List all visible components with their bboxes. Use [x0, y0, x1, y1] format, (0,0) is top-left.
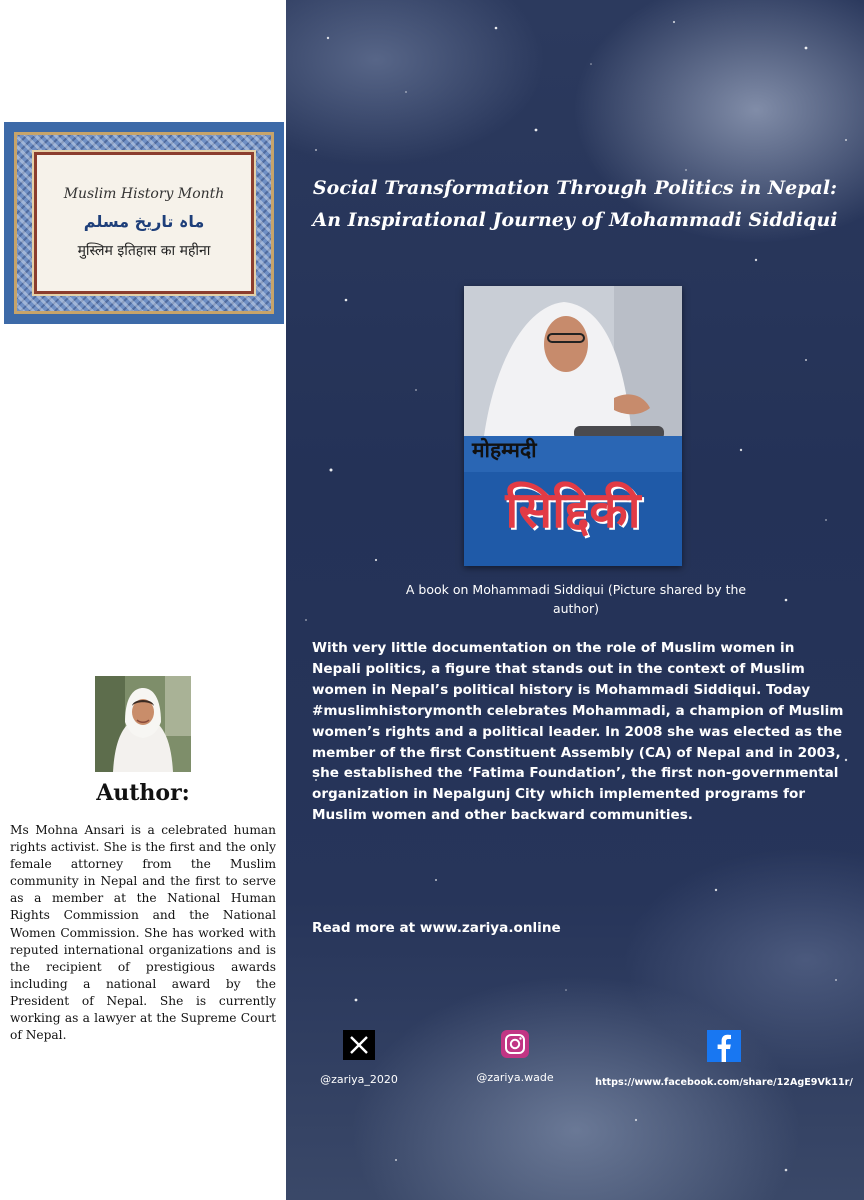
cover-title-top: मोहम्मदी — [472, 438, 537, 462]
social-x[interactable] — [304, 1030, 414, 1087]
facebook-icon[interactable] — [707, 1030, 741, 1062]
image-caption: A book on Mohammadi Siddiqui (Picture shared by the author) — [405, 582, 747, 616]
cover-title-main: सिद्दिकी — [505, 481, 641, 539]
banner-urdu-text: ماہ تاریخ مسلم — [83, 212, 205, 231]
banner-hindi-text: मुस्लिम इतिहास का महीना — [77, 243, 211, 259]
instagram-handle[interactable]: @zariya.wade — [476, 1071, 554, 1084]
article-title: Social Transformation Through Politics in Nepal: An Inspirational Journey of Mohammadi Siddiqui — [312, 177, 838, 231]
author-portrait-icon — [95, 676, 191, 772]
social-facebook[interactable] — [590, 1030, 858, 1089]
banner-inner-frame — [34, 152, 254, 294]
book-cover-image — [464, 286, 682, 566]
author-heading: Author: — [96, 780, 190, 806]
social-instagram[interactable] — [460, 1030, 570, 1085]
muslim-history-month-banner — [4, 122, 284, 324]
instagram-icon[interactable] — [501, 1030, 529, 1058]
x-handle[interactable]: @zariya_2020 — [320, 1073, 398, 1086]
article-panel — [286, 0, 864, 1200]
author-photo — [95, 676, 191, 772]
x-logo-icon[interactable] — [343, 1030, 375, 1060]
left-column — [0, 0, 286, 1200]
author-bio: Ms Mohna Ansari is a celebrated human rights activist. She is the first and the only female attorney from the Muslim community in Nepal and the first to serve as a member at the National Human Rights Commission and the National Women Commission. She has worked with reputed international organizations and is the recipient of prestigious awards including a national award by the President of Nepal. She is currently working as a lawyer at the Supreme Court of Nepal. — [10, 823, 276, 1043]
read-more-link[interactable]: Read more at www.zariya.online — [312, 920, 561, 936]
banner-english-text: Muslim History Month — [63, 186, 225, 202]
facebook-url[interactable]: https://www.facebook.com/share/12AgE9Vk11r/ — [595, 1077, 853, 1088]
article-body: With very little documentation on the role of Muslim women in Nepali politics, a figure that stands out in the context of Muslim women in Nepal’s political history is Mohammadi Siddiqui. Today #muslimhistorymonth celebrates Mohammadi, a champion of Muslim women’s rights and a political leader. In 2008 she was elected as the member of the first Constituent Assembly (CA) of Nepal and in 2003, she established the ‘Fatima Foundation’, the first non-governmental organization in Nepalgunj City which implemented programs for Muslim women and other backward communities. — [312, 640, 844, 824]
